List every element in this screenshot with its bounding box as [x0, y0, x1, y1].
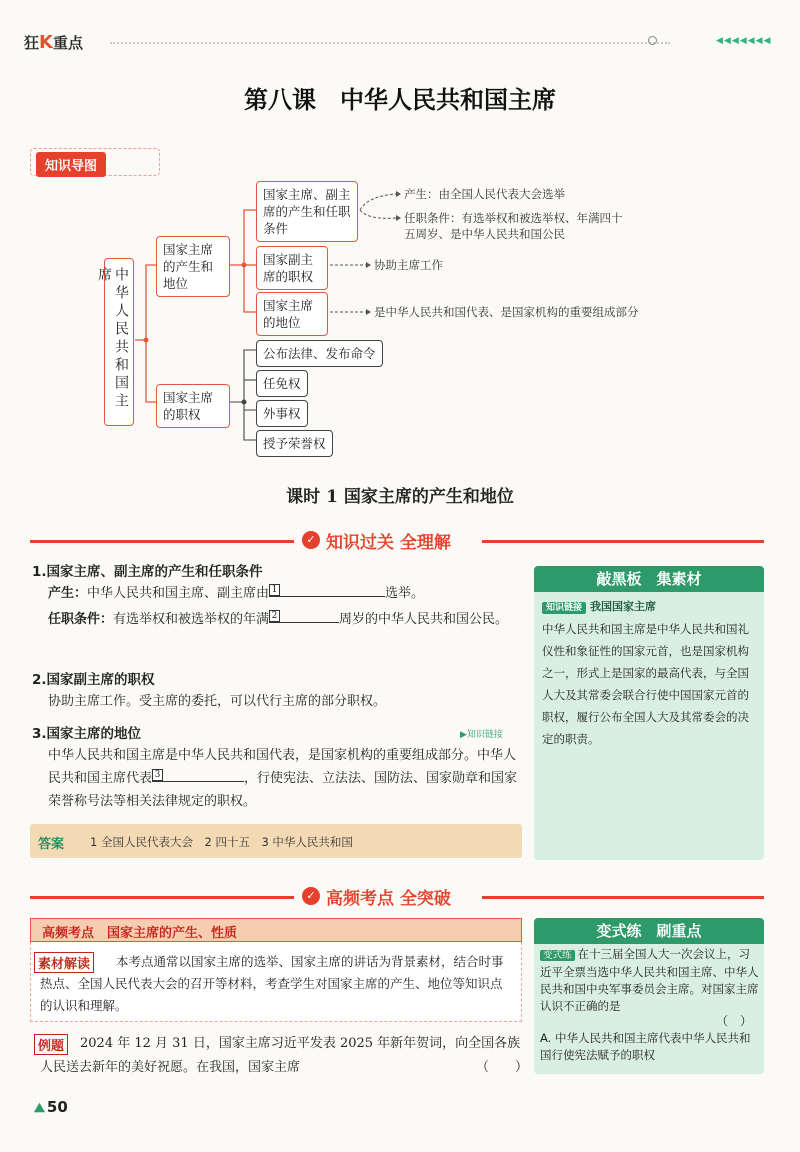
lesson-title: 第八课 中华人民共和国主席: [244, 85, 556, 114]
variant-answer-paren[interactable]: （ ）: [716, 1014, 753, 1028]
note-conditions: 任职条件：有选举权和被选举权、年满四十五周岁、是中华人民共和国公民: [404, 211, 623, 241]
knowledge-heading-2: 2.国家副主席的职权: [32, 672, 155, 688]
knowledge-heading-1: 1.国家主席、副主席的产生和任职条件: [32, 564, 263, 580]
example-answer-paren[interactable]: （ ）: [476, 1060, 529, 1075]
mind-map-branch-powers: 国家主席的职权: [156, 384, 230, 428]
banner-exam: ✓ 高频考点 全突破: [30, 884, 764, 910]
side-note-header: 敲黑板 集素材: [534, 566, 764, 592]
blank-2[interactable]: 2: [269, 609, 339, 623]
power-honor: 授予荣誉权: [256, 430, 333, 457]
note-vice: 协助主席工作: [374, 258, 443, 272]
variant-option-a[interactable]: A. 中华人民共和国主席代表中华人民共和国行使宪法赋予的职权: [540, 1031, 751, 1062]
exam-point-title: 高频考点 国家主席的产生、性质: [42, 926, 238, 941]
blank-1[interactable]: 1: [269, 583, 385, 597]
mind-map-branch-production-status: 国家主席的产生和地位: [156, 236, 230, 297]
answer-label: 答案: [38, 837, 65, 852]
side-note-body: 中华人民共和国主席是中华人民共和国礼仪性和象征性的国家元首，也是国家机构之一，形式上是国家的最高代表，与全国人大及其常委会联合行使中国国家元首的职权，履行公布全国人大及其常委会的决定的职责。: [542, 622, 749, 746]
mind-map-badge: 知识导图: [36, 152, 106, 177]
material-text: 本考点通常以国家主席的选举、国家主席的讲话为背景素材，结合时事热点、全国人民代表大会的召开等材料，考查学生对国家主席的产生、地位等知识点的认识和理解。: [40, 954, 504, 1013]
mind-map-leaf-election: 国家主席、副主席的产生和任职条件: [256, 181, 358, 242]
example-text: 2024 年 12 月 31 日，国家主席习近平发表 2025 年新年贺词，向全国各族人民送去新年的美好祝愿。在我国，国家主席: [40, 1036, 521, 1075]
variant-question: 变式练 在十三届全国人大一次会议上，习近平全票当选中华人民共和国主席、中华人民共和国中央军事委员会主席。对国家主席认识不正确的是: [540, 947, 759, 1013]
power-foreign: 外事权: [256, 400, 308, 427]
note-status: 是中华人民共和国代表、是国家机构的重要组成部分: [374, 305, 639, 319]
mind-map-leaf-vice-powers: 国家副主席的职权: [256, 246, 328, 290]
blank-3[interactable]: 3: [152, 768, 244, 782]
side-note-subtitle: 知识链接 我国国家主席: [542, 598, 656, 614]
knowledge-link-hint[interactable]: ▶知识链接: [460, 730, 503, 740]
page-number: ⛰ 50: [34, 1098, 68, 1116]
banner-knowledge-icon: ✓: [302, 531, 320, 549]
banner-exam-icon: ✓: [302, 887, 320, 905]
mind-map-root: 中华人民共和国主席: [104, 258, 134, 426]
variant-header: 变式练 刷重点: [534, 918, 764, 944]
brand-logo: 狂K重点: [24, 32, 83, 53]
power-promulgate: 公布法律、发布命令: [256, 340, 383, 367]
knowledge-conditions: 任职条件：有选举权和被选举权的年满 2 周岁的中华人民共和国公民。: [48, 611, 509, 627]
knowledge-heading-3: 3.国家主席的地位: [32, 726, 142, 742]
answer-text: 1 全国人民代表大会 2 四十五 3 中华人民共和国: [90, 835, 353, 849]
knowledge-vice-text: 协助主席工作。受主席的委托，可以代行主席的部分职权。: [48, 694, 387, 709]
arrows-icon: ◀◀◀◀◀◀◀: [716, 36, 772, 46]
example-tag: 例题: [34, 1034, 68, 1055]
mind-map-leaf-status: 国家主席的地位: [256, 292, 328, 336]
knowledge-produce: 产生：中华人民共和国主席、副主席由 1 选举。: [48, 585, 425, 601]
section-title: 课时 1 国家主席的产生和地位: [286, 487, 514, 507]
page-icon: ⛰: [34, 1101, 45, 1116]
banner-knowledge: ✓ 知识过关 全理解: [30, 528, 764, 554]
knowledge-status-text: 中华人民共和国主席是中华人民共和国代表，是国家机构的重要组成部分。中华人民共和国主席代表 3 ，行使宪法、立法法、国防法、国家勋章和国家荣誉称号法等相关法律规定的职权。: [48, 748, 518, 809]
material-tag: 素材解读: [34, 952, 94, 973]
note-production: 产生：由全国人民代表大会选举: [404, 187, 565, 201]
power-appoint: 任免权: [256, 370, 308, 397]
